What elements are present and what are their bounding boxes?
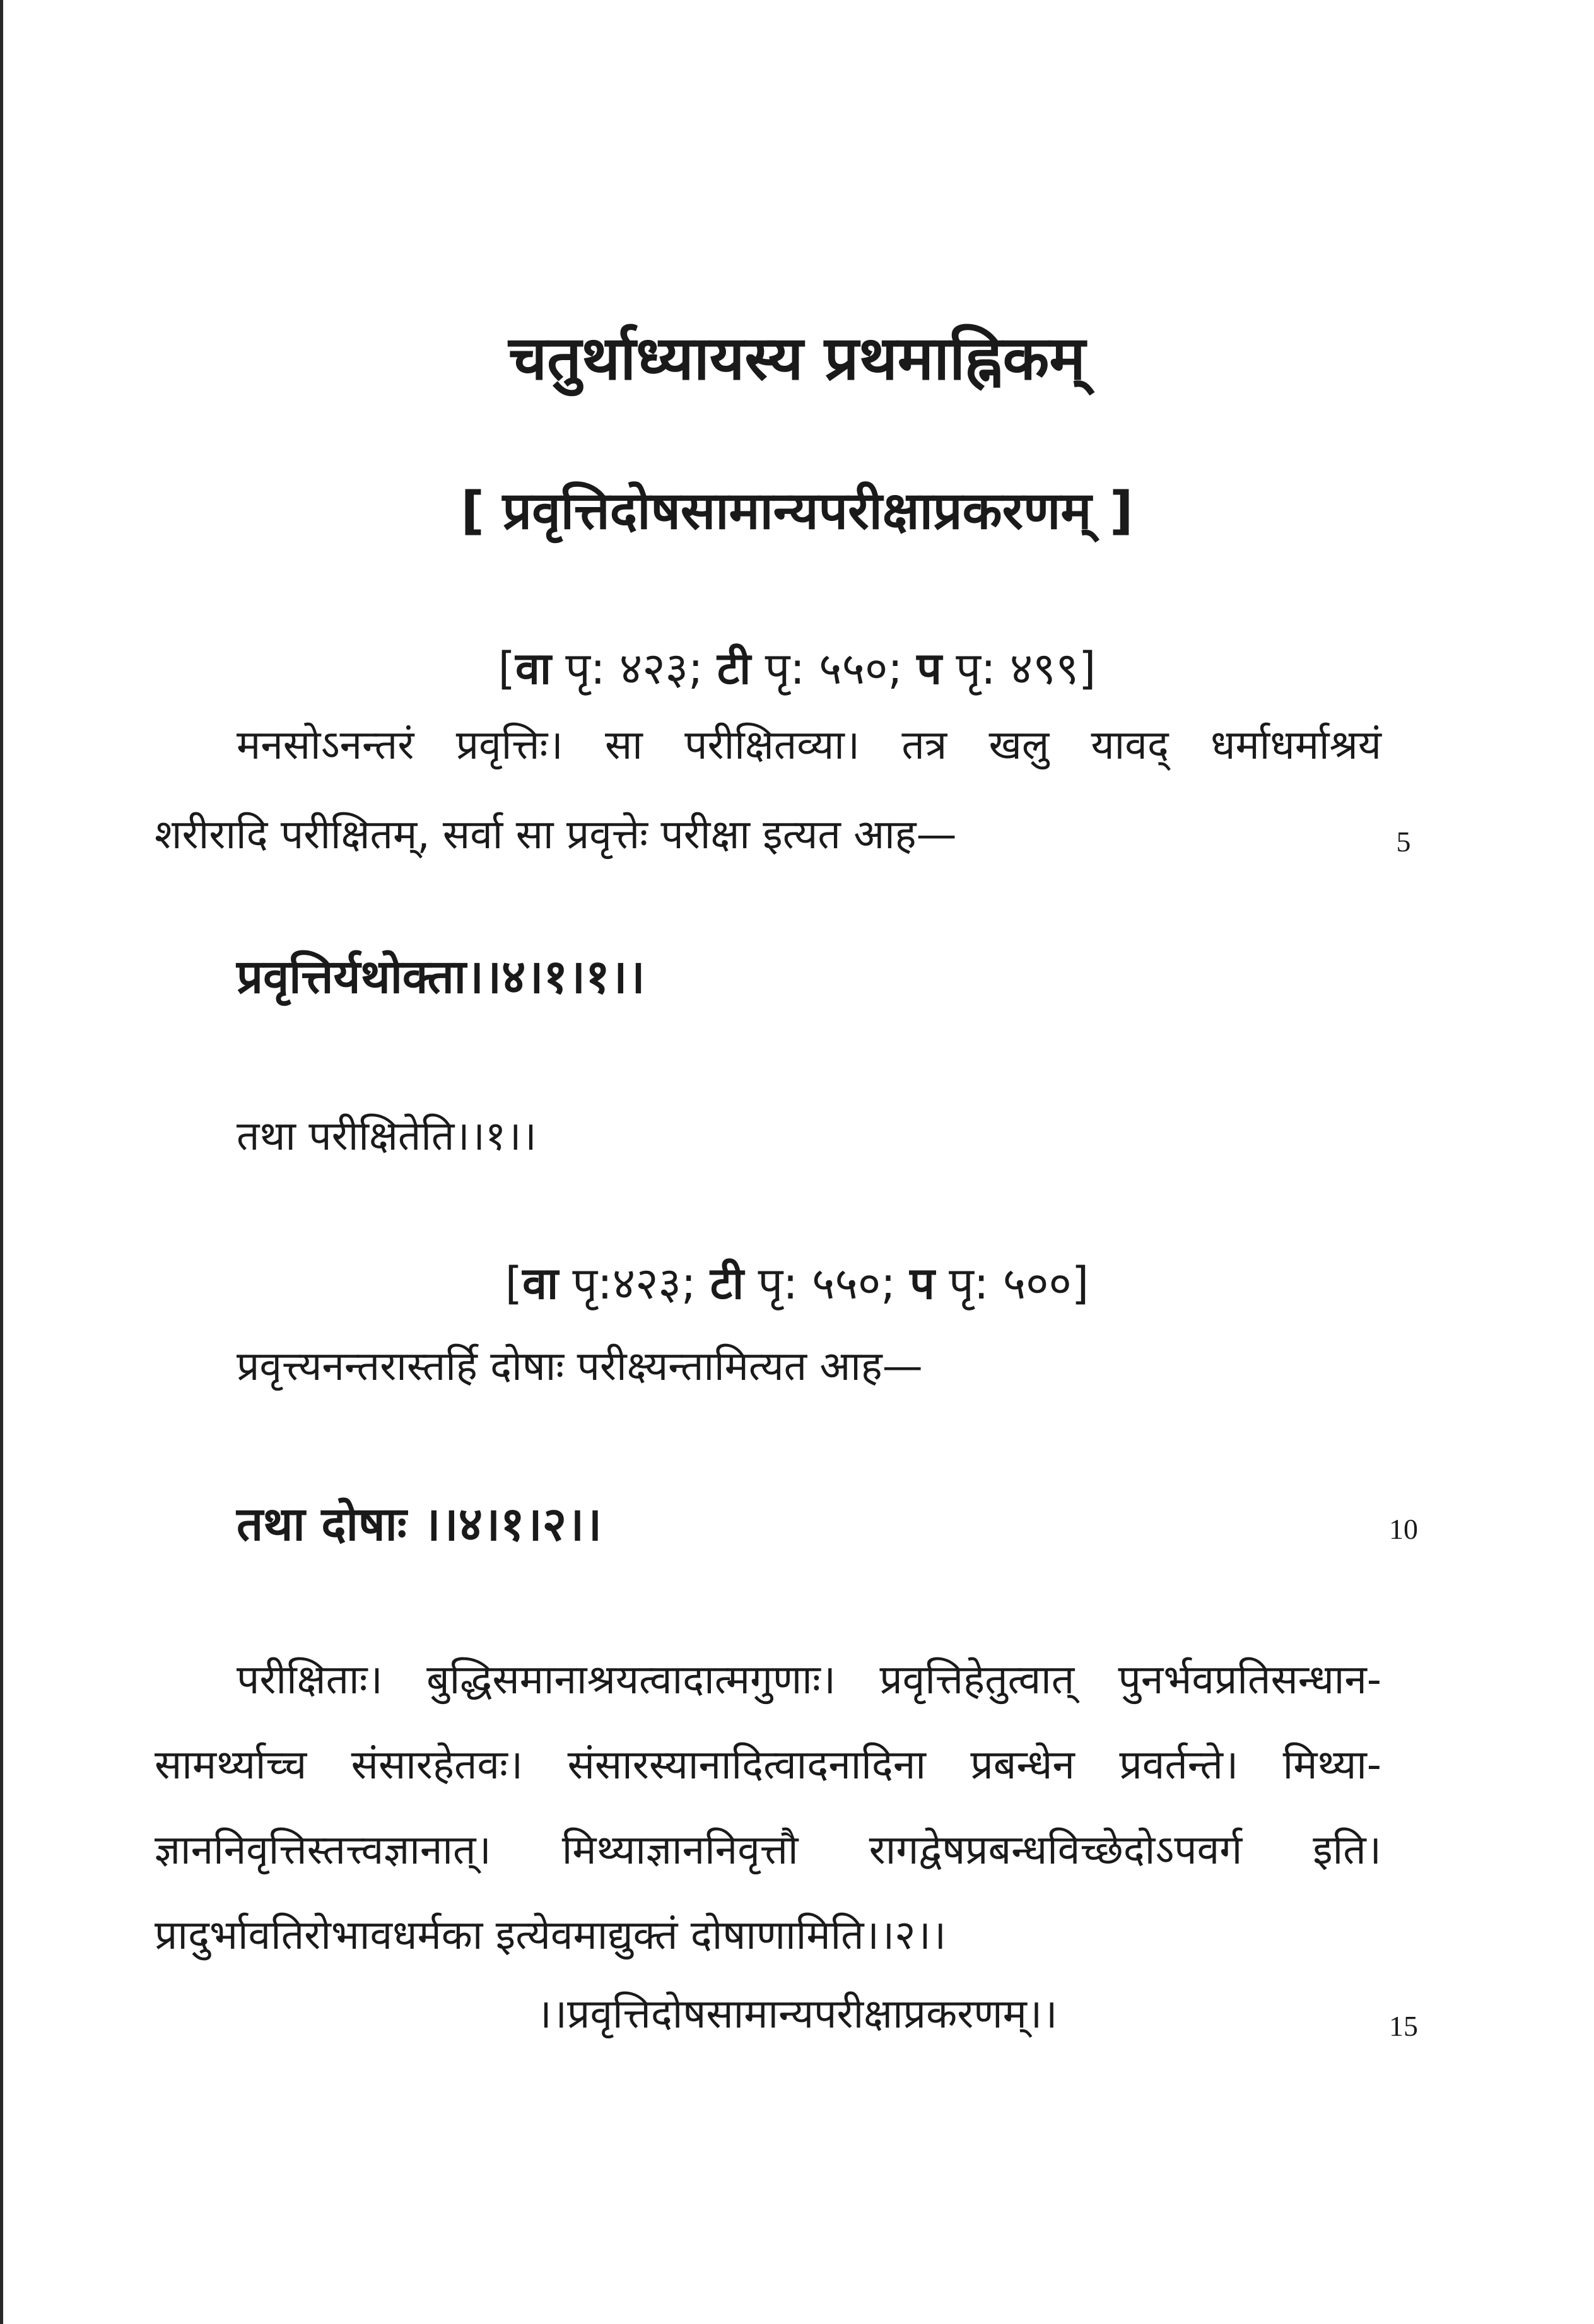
intro-line-2: शरीरादि परीक्षितम्, सर्वा सा प्रवृत्तेः परीक्षा इत्यत आह—	[155, 812, 957, 858]
ref-va-page: पृ: ४२३;	[551, 643, 717, 694]
ref-pa-label: प	[917, 643, 942, 694]
ref-open-bracket: [	[505, 1258, 523, 1309]
sutra-1: प्रवृत्तिर्यथोक्ता।।४।१।१।।	[237, 950, 645, 1004]
commentary-2-line-2: सामर्थ्याच्च संसारहेतवः। संसारस्यानादित्वादनादिना प्रबन्धेन प्रवर्तन्ते। मिथ्या-	[155, 1742, 1381, 1789]
line-number-15: 15	[1389, 2010, 1418, 2042]
intro-line-1: मनसोऽनन्तरं प्रवृत्तिः। सा परीक्षितव्या। तत्र खलु यावद् धर्माधर्माश्रयं	[237, 722, 1381, 769]
commentary-2-line-1: परीक्षिताः। बुद्धिसमानाश्रयत्वादात्मगुणाः। प्रवृत्तिहेतुत्वात् पुनर्भवप्रतिसन्धान-	[237, 1657, 1381, 1703]
line-number-5: 5	[1396, 826, 1411, 858]
commentary-2-line-3: ज्ञाननिवृत्तिस्तत्त्वज्ञानात्। मिथ्याज्ञाननिवृत्तौ रागद्वेषप्रबन्धविच्छेदोऽपवर्ग इति।	[155, 1827, 1381, 1874]
intro-2: प्रवृत्त्यनन्तरास्तर्हि दोषाः परीक्ष्यन्तामित्यत आह—	[237, 1343, 923, 1390]
ref-va-page: पृ:४२३;	[558, 1258, 710, 1309]
ref-ti-page: पृ: ५५०;	[751, 643, 917, 694]
ref-ti-label: टी	[710, 1258, 744, 1309]
ref-pa-page: पृ: ५००	[934, 1258, 1072, 1309]
page-reference-1	[0, 643, 1594, 694]
ref-pa-page: पृ: ४९९	[941, 643, 1079, 694]
chapter-title: चतुर्थाध्यायस्य प्रथमाह्निकम्	[508, 323, 1086, 394]
ref-open-bracket: [	[498, 643, 515, 694]
ref-pa-label: प	[910, 1258, 935, 1309]
ref-va-label: वा	[515, 643, 552, 694]
ref-ti-page: पृ: ५५०;	[744, 1258, 910, 1309]
section-title: [ प्रवृत्तिदोषसामान्यपरीक्षाप्रकरणम् ]	[460, 481, 1134, 541]
commentary-1: तथा परीक्षितेति।।१।।	[237, 1113, 537, 1160]
ref-close-bracket: ]	[1071, 1258, 1089, 1309]
ref-ti-label: टी	[717, 643, 751, 694]
commentary-2-line-4: प्रादुर्भावतिरोभावधर्मका इत्येवमाद्युक्तं दोषाणामिति।।२।।	[155, 1912, 946, 1959]
page-reference-2	[0, 1258, 1594, 1309]
ref-close-bracket: ]	[1079, 643, 1096, 694]
section-end: ।।प्रवृत्तिदोषसामान्यपरीक्षाप्रकरणम्।।	[536, 1991, 1058, 2038]
line-number-10: 10	[1389, 1513, 1418, 1545]
ref-va-label: वा	[522, 1258, 559, 1309]
sutra-2: तथा दोषाः ।।४।१।२।।	[237, 1497, 602, 1551]
